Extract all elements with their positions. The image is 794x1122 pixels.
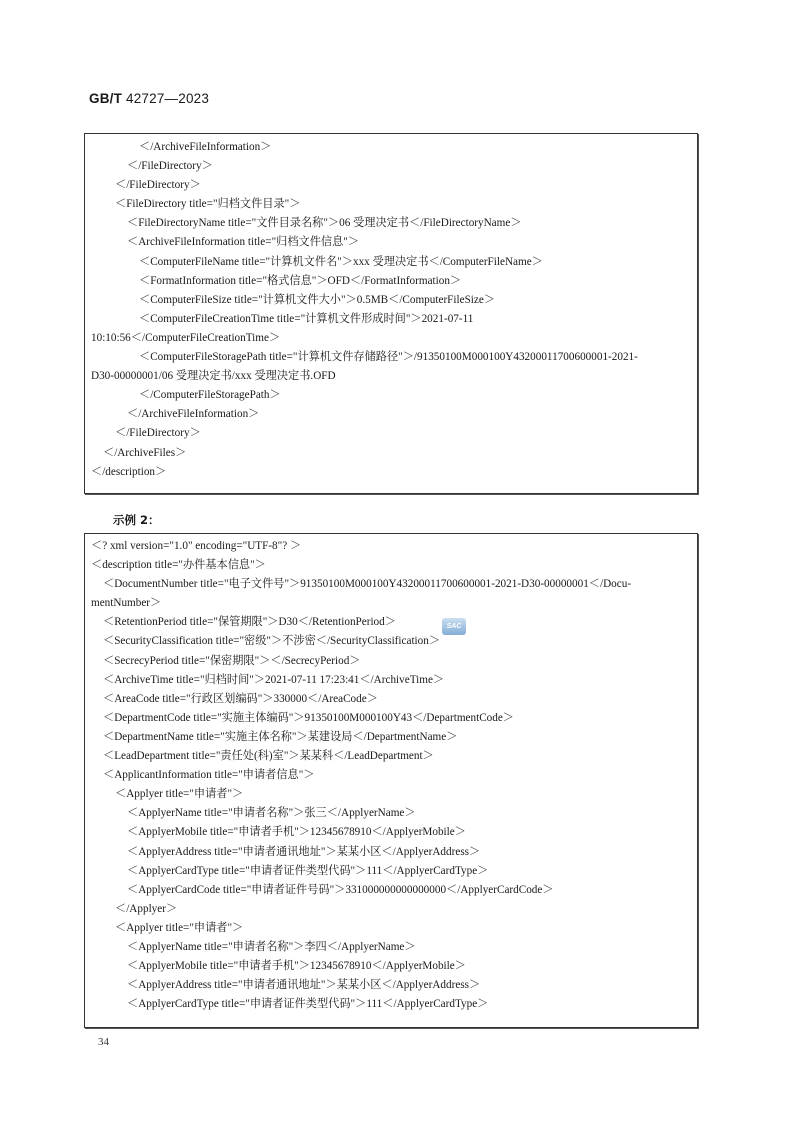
code-line: ＜LeadDepartment title="责任处(科)室"＞某某科＜/LeadDepartment＞ — [103, 750, 434, 763]
code-line: ＜ArchiveTime title="归档时间"＞2021-07-11 17:23:41＜/ArchiveTime＞ — [103, 673, 445, 686]
standard-header — [89, 91, 209, 106]
code-line: ＜AreaCode title="行政区划编码"＞330000＜/AreaCode＞ — [103, 692, 378, 705]
code-line: ＜ApplyerName title="申请者名称"＞李四＜/ApplyerName＞ — [127, 940, 416, 953]
code-line: mentNumber＞ — [91, 597, 162, 610]
code-line: ＜ApplyerMobile title="申请者手机"＞12345678910＜/ApplyerMobile＞ — [127, 826, 466, 839]
code-line: ＜Applyer title="申请者"＞ — [115, 921, 244, 934]
sac-watermark-logo: SAC — [442, 618, 466, 635]
code-line: ＜DepartmentCode title="实施主体编码"＞91350100M000100Y43＜/DepartmentCode＞ — [103, 711, 514, 724]
code-block-example-2 — [84, 533, 698, 1028]
standard-prefix: GB/T — [89, 91, 123, 106]
code-line: ＜ApplyerAddress title="申请者通讯地址"＞某某小区＜/ApplyerAddress＞ — [127, 979, 481, 992]
code-line: ＜FileDirectory title="归档文件目录"＞ — [115, 198, 301, 211]
code-line: ＜FileDirectoryName title="文件目录名称"＞06 受理决定书＜/FileDirectoryName＞ — [127, 217, 522, 230]
code-block-example-1 — [84, 133, 698, 494]
code-line: ＜/ComputerFileStoragePath＞ — [139, 389, 281, 402]
code-line: ＜/Applyer＞ — [115, 902, 178, 915]
code-line: ＜ApplyerCardType title="申请者证件类型代码"＞111＜/ApplyerCardType＞ — [127, 998, 489, 1011]
code-line: ＜ComputerFileStoragePath title="计算机文件存储路径"＞/91350100M000100Y43200011700600001-2021- — [139, 351, 638, 364]
code-line: ＜SecrecyPeriod title="保密期限"＞＜/SecrecyPeriod＞ — [103, 654, 361, 667]
code-line: ＜DocumentNumber title="电子文件号"＞91350100M000100Y43200011700600001-2021-D30-00000001＜/Docu- — [103, 578, 632, 591]
code-line: ＜/FileDirectory＞ — [127, 160, 213, 173]
code-line: ＜ApplyerName title="申请者名称"＞张三＜/ApplyerName＞ — [127, 807, 416, 820]
code-line: ＜/ArchiveFileInformation＞ — [139, 141, 272, 153]
code-line: ＜description title="办件基本信息"＞ — [91, 559, 266, 572]
code-line: ＜DepartmentName title="实施主体名称"＞某建设局＜/DepartmentName＞ — [103, 730, 458, 743]
code-line: ＜ApplyerMobile title="申请者手机"＞12345678910＜/ApplyerMobile＞ — [127, 960, 466, 973]
code-line: ＜ComputerFileName title="计算机文件名"＞xxx 受理决定书＜/ComputerFileName＞ — [139, 255, 543, 268]
code-line: ＜ArchiveFileInformation title="归档文件信息"＞ — [127, 236, 360, 249]
code-line: ＜RetentionPeriod title="保管期限"＞D30＜/RetentionPeriod＞ — [103, 616, 396, 629]
code-line: ＜ApplyerCardType title="申请者证件类型代码"＞111＜/ApplyerCardType＞ — [127, 864, 489, 877]
code-line: ＜ComputerFileSize title="计算机文件大小"＞0.5MB＜/ComputerFileSize＞ — [139, 293, 496, 306]
code-line: ＜/ArchiveFileInformation＞ — [127, 408, 260, 421]
code-line: ＜? xml version="1.0" encoding="UTF-8"? ＞ — [91, 540, 302, 552]
code-line: ＜/ArchiveFiles＞ — [103, 446, 187, 459]
page-number: 34 — [98, 1036, 109, 1048]
code-line: ＜/FileDirectory＞ — [115, 427, 201, 440]
code-line: ＜FormatInformation title="格式信息"＞OFD＜/FormatInformation＞ — [139, 274, 462, 287]
code-line: ＜ApplyerCardCode title="申请者证件号码"＞331000000000000000＜/ApplyerCardCode＞ — [127, 883, 554, 896]
code-line: 10:10:56＜/ComputerFileCreationTime＞ — [91, 331, 281, 344]
code-line: ＜ApplyerAddress title="申请者通讯地址"＞某某小区＜/ApplyerAddress＞ — [127, 845, 481, 858]
standard-code: 42727—2023 — [126, 91, 210, 106]
code-line: ＜SecurityClassification title="密级"＞不涉密＜/SecurityClassification＞ — [103, 635, 441, 648]
code-line: ＜Applyer title="申请者"＞ — [115, 788, 244, 801]
code-line: ＜/description＞ — [91, 465, 167, 478]
code-line: D30-00000001/06 受理决定书/xxx 受理决定书.OFD — [91, 370, 336, 383]
code-line: ＜/FileDirectory＞ — [115, 179, 201, 192]
example-2-label: 示例 2： — [113, 513, 160, 527]
code-line: ＜ApplicantInformation title="申请者信息"＞ — [103, 769, 315, 782]
code-line: ＜ComputerFileCreationTime title="计算机文件形成时间"＞2021-07-11 — [139, 312, 474, 325]
